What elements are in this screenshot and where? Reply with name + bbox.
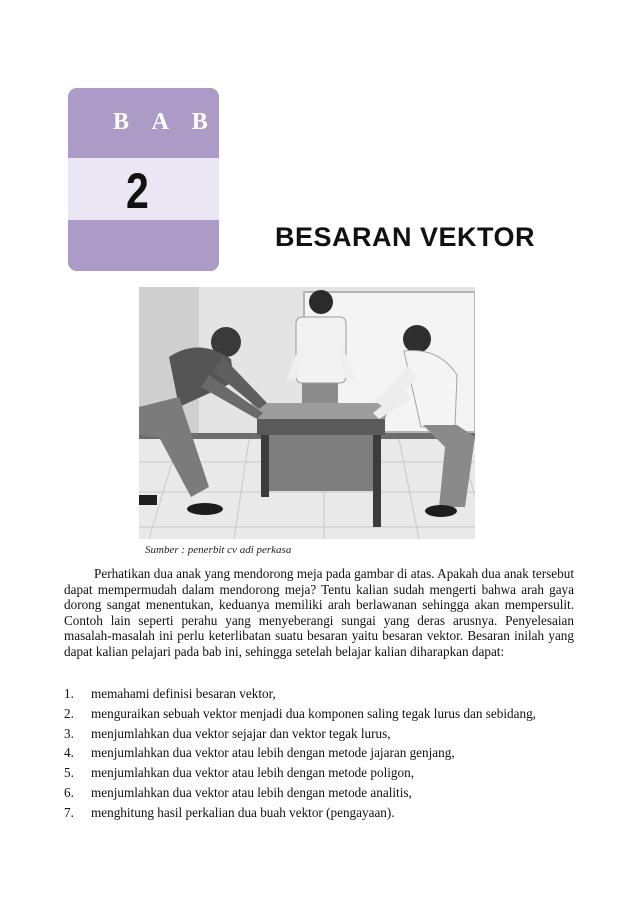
list-item-text: menguraikan sebuah vektor menjadi dua komponen saling tegak lurus dan sebidang, — [91, 705, 536, 721]
students-pushing-table-illustration — [139, 287, 475, 539]
chapter-title: BESARAN VEKTOR — [275, 222, 536, 252]
list-item-number: 2. — [64, 705, 74, 721]
list-item — [64, 785, 574, 801]
list-item-text: memahami definisi besaran vektor, — [91, 686, 276, 701]
list-item-number: 4. — [64, 745, 74, 761]
learning-objectives-list — [64, 686, 574, 824]
intro-paragraph: Perhatikan dua anak yang mendorong meja pada gambar di atas. Apakah dua anak tersebut dapat mempermudah dalam mendorong meja? Tentu kalian sudah mengerti bahwa arah gaya dorong sangat menentukan, keduanya memiliki arah berlawanan sehingga akan mempersulit. Contoh lain seperti perahu yang menyeberangi sungai yang deras arusnya. Penyelesaian masalah-masalah ini perlu keterlibatan suatu besaran yaitu besaran vektor. Besaran inilah yang dapat kalian pelajari pada bab ini, sehingga setelah belajar kalian diharapkan dapat: — [64, 566, 574, 659]
list-item-number: 1. — [64, 686, 74, 701]
list-item — [64, 765, 574, 781]
list-item — [64, 706, 574, 722]
list-item — [64, 686, 574, 702]
list-item-text: menjumlahkan dua vektor atau lebih dengan metode jajaran genjang, — [91, 745, 455, 761]
list-item-text: menjumlahkan dua vektor atau lebih dengan metode analitis, — [91, 784, 412, 800]
list-item — [64, 745, 574, 761]
list-item-number: 5. — [64, 765, 74, 781]
chapter-badge-bottom — [68, 220, 219, 271]
list-item-text: menjumlahkan dua vektor atau lebih dengan metode poligon, — [91, 765, 415, 781]
list-item — [64, 726, 574, 742]
figure-caption: Sumber : penerbit cv adi perkasa — [145, 544, 292, 556]
chapter-number: 2 — [126, 163, 149, 219]
list-item-text: menghitung hasil perkalian dua buah vektor (pengayaan). — [91, 804, 395, 820]
list-item-number: 7. — [64, 804, 74, 820]
list-item — [64, 805, 574, 821]
chapter-photo — [139, 287, 475, 539]
list-item-number: 6. — [64, 784, 74, 800]
list-item-number: 3. — [64, 725, 74, 741]
list-item-text: menjumlahkan dua vektor sejajar dan vektor tegak lurus, — [91, 725, 391, 741]
chapter-label: B A B — [113, 109, 217, 135]
chapter-badge — [68, 88, 219, 271]
